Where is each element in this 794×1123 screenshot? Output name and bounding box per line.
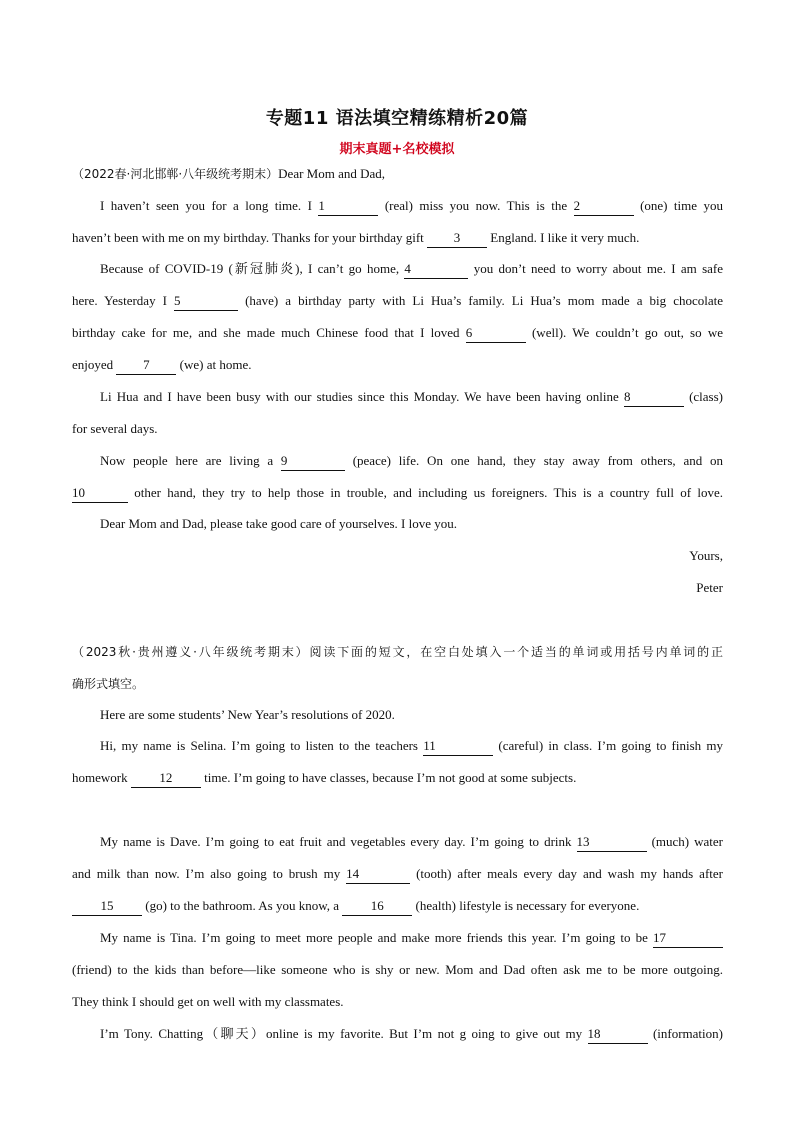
- passage1-p1-line2: haven’t been with me on my birthday. Thanks for your birthday gift 3 England. I like it very much.: [72, 227, 723, 249]
- page-subtitle: 期末真题+名校模拟: [339, 142, 455, 157]
- blank-6: 6: [466, 324, 526, 343]
- page-title: 专题11 语法填空精练精析20篇: [265, 108, 529, 129]
- passage2-p2-line3: 15 (go) to the bathroom. As you know, a 16 (health) lifestyle is necessary for everyone.: [72, 895, 723, 917]
- blank-9: 9: [281, 452, 345, 471]
- passage2-p3-line2: (friend) to the kids than before—like someone who is shy or new. Mom and Dad often ask me to be more outgoing.: [72, 962, 723, 977]
- blank-3: 3: [427, 229, 487, 248]
- passage2-p2-line2: and milk than now. I’m also going to brush my 14 (tooth) after meals every day and wash my hands after: [72, 863, 723, 885]
- passage2-p4-line1: I’m Tony. Chatting（聊天）online is my favorite. But I’m not g oing to give out my 18 (information): [72, 1023, 723, 1045]
- passage1-p4-line2: 10 other hand, they try to help those in trouble, and including us foreigners. This is a country full of love.: [72, 482, 723, 504]
- passage1-p4-line1: Now people here are living a 9 (peace) life. On one hand, they stay away from others, and on: [72, 450, 723, 472]
- passage2-intro: Here are some students’ New Year’s resolutions of 2020.: [100, 707, 395, 722]
- passage2-source-line2: 确形式填空。: [72, 677, 145, 691]
- blank-14: 14: [346, 865, 410, 884]
- passage1-p2-line3: birthday cake for me, and she made much Chinese food that I loved 6 (well). We couldn’t go out, so we: [72, 322, 723, 344]
- passage2-p1-line2: homework 12 time. I’m going to have classes, because I’m not good at some subjects.: [72, 767, 723, 789]
- passage1-heading: [72, 163, 723, 185]
- blank-2: 2: [574, 197, 634, 216]
- passage1-source: （2022春·河北邯郸·八年级统考期末）: [72, 167, 279, 181]
- blank-12: 12: [131, 769, 201, 788]
- blank-5: 5: [174, 292, 238, 311]
- blank-15: 15: [72, 897, 142, 916]
- blank-16: 16: [342, 897, 412, 916]
- passage2-source-line1: [72, 641, 723, 663]
- blank-7: 7: [116, 356, 176, 375]
- blank-10: 10: [72, 484, 128, 503]
- passage1-p1-line1: I haven’t seen you for a long time. I 1 (real) miss you now. This is the 2 (one) time you: [72, 195, 723, 217]
- passage1-closing: Yours,: [689, 548, 723, 563]
- passage1-signature: Peter: [696, 580, 723, 595]
- passage2-p1-line1: Hi, my name is Selina. I’m going to listen to the teachers 11 (careful) in class. I’m going to finish my: [72, 735, 723, 757]
- passage1-p3-line2: for several days.: [72, 421, 158, 436]
- passage1-p3-line1: Li Hua and I have been busy with our studies since this Monday. We have been having online 8 (class): [72, 386, 723, 408]
- passage2-p2-line1: My name is Dave. I’m going to eat fruit and vegetables every day. I’m going to drink 13 (much) water: [72, 831, 723, 853]
- passage1-p2-line1: Because of COVID-19 (新冠肺炎), I can’t go home, 4 you don’t need to worry about me. I am safe: [72, 258, 723, 280]
- blank-4: 4: [404, 260, 468, 279]
- blank-18: 18: [588, 1025, 648, 1044]
- passage2-p3-line3: They think I should get on well with my classmates.: [72, 994, 344, 1009]
- blank-17: 17: [653, 929, 723, 948]
- passage2-p3-line1: My name is Tina. I’m going to meet more people and make more friends this year. I’m going to be 17: [72, 927, 723, 949]
- blank-1: 1: [318, 197, 378, 216]
- blank-11: 11: [423, 737, 493, 756]
- passage1-greeting: Dear Mom and Dad,: [278, 166, 386, 181]
- passage1-p2-line2: here. Yesterday I 5 (have) a birthday party with Li Hua’s family. Li Hua’s mom made a big chocolate: [72, 290, 723, 312]
- blank-13: 13: [577, 833, 647, 852]
- blank-8: 8: [624, 388, 684, 407]
- passage1-p5: Dear Mom and Dad, please take good care of yourselves. I love you.: [100, 516, 458, 531]
- passage2-instructions: 阅读下面的短文，在空白处填入一个适当的单词或用括号内单词的正: [309, 645, 723, 659]
- passage1-p2-line4: enjoyed 7 (we) at home.: [72, 354, 723, 376]
- passage2-source: （2023秋·贵州遵义·八年级统考期末）: [72, 645, 310, 659]
